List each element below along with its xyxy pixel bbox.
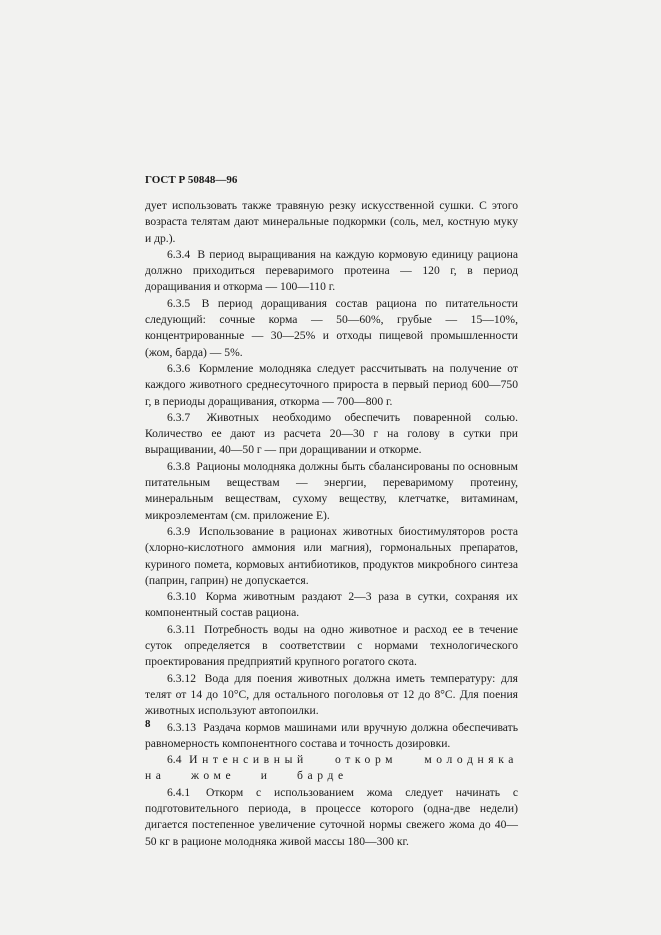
paragraph-6-3-12: [145, 671, 518, 720]
page-number: 8: [145, 718, 151, 730]
paragraph-text: В период выращивания на каждую кормовую единицу рациона должно приходиться переваримого протеина — 120 г, в период доращивания и откорма — 100—110 г.: [145, 247, 518, 294]
section-heading-6-4: [145, 752, 518, 785]
paragraph-text: Корма животным раздают 2—3 раза в сутки, сохраняя их компонентный состав рациона.: [145, 590, 518, 620]
paragraph-text: Вода для поения животных должна иметь температуру: для телят от 14 до 10°С, для остального поголовья от 12 до 8°С. Для поения животных используют автопоилки.: [145, 671, 518, 718]
paragraph-6-3-9: [145, 524, 518, 589]
paragraph-number: 6.3.6: [167, 361, 191, 375]
paragraph-number: 6.3.10: [167, 590, 196, 604]
paragraph-number: 6.3.4: [167, 247, 191, 261]
paragraph-number: 6.3.8: [167, 459, 191, 473]
section-title: Интенсивный откорм молодняка на жоме и барде: [145, 753, 518, 783]
paragraph-6-3-10: [145, 589, 518, 622]
paragraph-6-4-1: [145, 785, 518, 850]
section-number: 6.4: [167, 753, 182, 767]
document-body: [145, 198, 518, 850]
paragraph-number: 6.3.11: [167, 622, 196, 636]
paragraph-text: Животных необходимо обеспечить поваренной солью. Количество ее дают из расчета 20—30 г на голову в сутки при выращивании, 40—50 г — при доращивании и откорме.: [145, 410, 518, 457]
paragraph-text: Кормление молодняка следует рассчитывать на получение от каждого животного среднесуточного прироста в первый период 600—750 г, в периоды доращивания, откорма — 700—800 г.: [145, 361, 518, 408]
paragraph-text: В период доращивания состав рациона по питательности следующий: сочные корма — 50—60%, грубые — 15—10%, концентрированные — 30—25% и отходы пищевой промышленности (жом, барда) — 5%.: [145, 296, 518, 359]
paragraph-6-3-7: [145, 410, 518, 459]
paragraph-text: Откорм с использованием жома следует начинать с подготовительного периода, в процессе которого (одна-две недели) дигается постепенное увеличение суточной нормы свежего жома до 40—50 кг в рационе молодняка живой массы 180—300 кг.: [145, 785, 518, 848]
paragraph-6-3-11: [145, 622, 518, 671]
paragraph-number: 6.3.7: [167, 410, 191, 424]
paragraph-continuation: [145, 198, 518, 247]
paragraph-text: Использование в рационах животных биостимуляторов роста (хлорно-кислотного аммония или магния), гормональных препаратов, куриного помета, кормовых антибиотиков, продуктов микробного синтеза (паприн, гаприн) не допускается.: [145, 524, 518, 587]
paragraph-text: Рационы молодняка должны быть сбалансированы по основным питательным веществам — энергии, переваримому протеину, минеральным веществам, сухому веществу, клетчатке, витаминам, микроэлементам (см. приложение Е).: [145, 459, 518, 522]
paragraph-text: Потребность воды на одно животное и расход ее в течение суток определяется в соответствии с нормами технологического проектирования предприятий крупного рогатого скота.: [145, 622, 518, 669]
paragraph-6-3-5: [145, 296, 518, 361]
paragraph-number: 6.3.12: [167, 671, 196, 685]
paragraph-text: Раздача кормов машинами или вручную должна обеспечивать равномерность компонентного состава и точность дозировки.: [145, 720, 518, 750]
paragraph-number: 6.3.5: [167, 296, 191, 310]
paragraph-6-3-4: [145, 247, 518, 296]
document-header: ГОСТ Р 50848—96: [145, 174, 238, 186]
paragraph-number: 6.3.13: [167, 720, 196, 734]
paragraph-6-3-13: [145, 720, 518, 753]
paragraph-text: дует использовать также травяную резку искусственной сушки. С этого возраста телятам дают минеральные подкормки (соль, мел, костную муку и др.).: [145, 199, 518, 245]
paragraph-number: 6.4.1: [167, 785, 191, 799]
paragraph-number: 6.3.9: [167, 524, 191, 538]
paragraph-6-3-8: [145, 459, 518, 524]
paragraph-6-3-6: [145, 361, 518, 410]
